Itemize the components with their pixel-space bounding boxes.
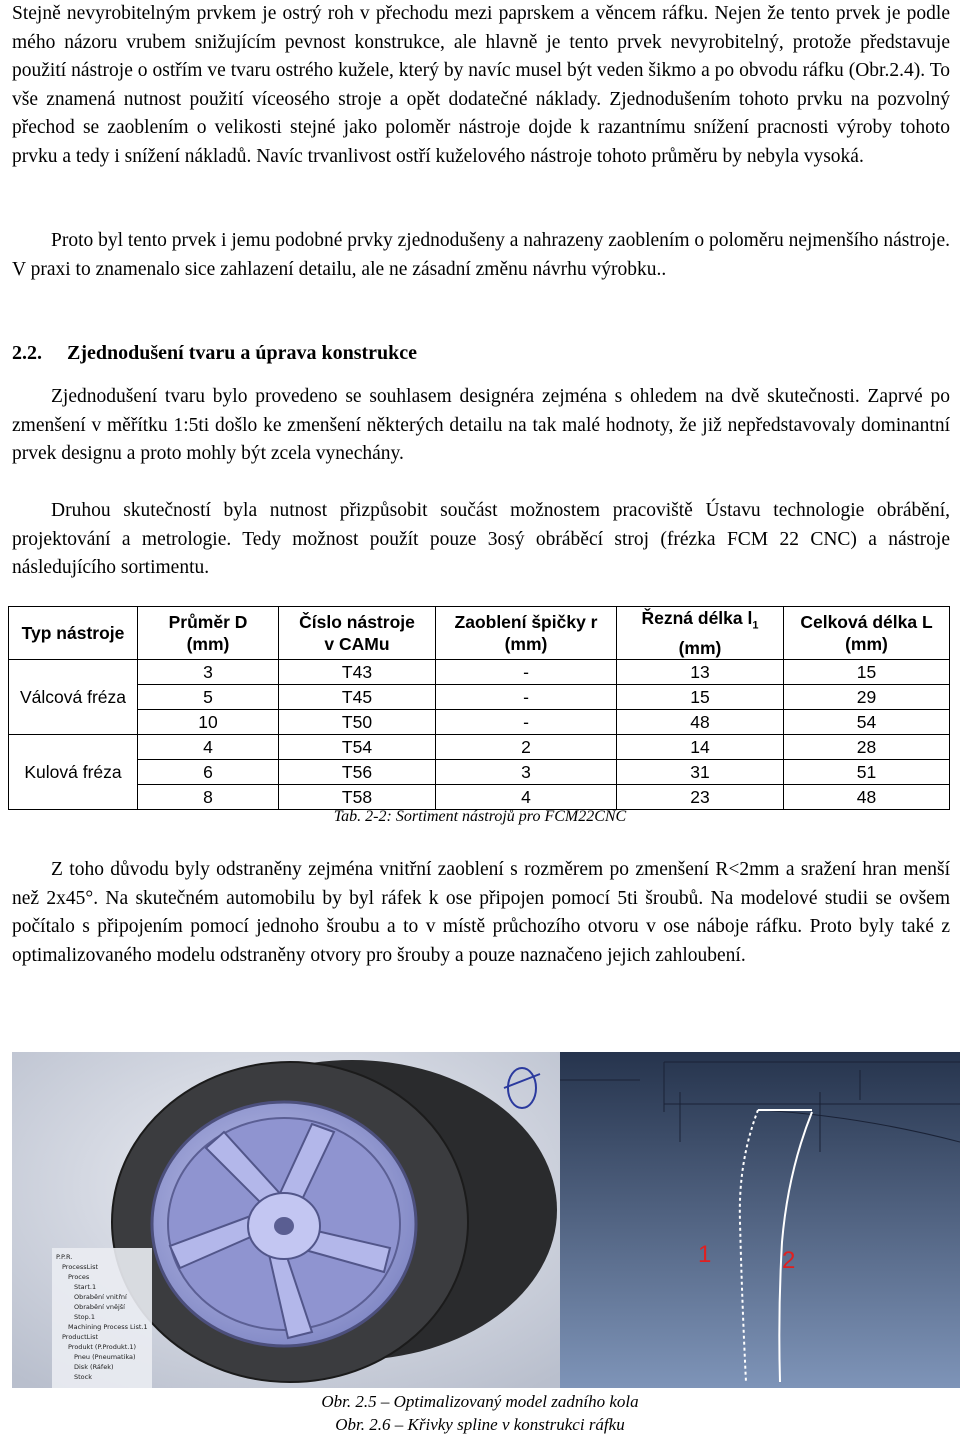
tree-item[interactable]: Stock xyxy=(74,1373,92,1381)
cell-cut-length: 48 xyxy=(617,710,784,735)
cell-tool-id: T54 xyxy=(279,735,436,760)
section-title: Zjednodušení tvaru a úprava konstrukce xyxy=(67,342,418,364)
figure-caption-spline: Obr. 2.6 – Křivky spline v konstrukci ráfku xyxy=(335,1415,625,1434)
header-tip-radius: Zaoblení špičky r (mm) xyxy=(436,607,617,660)
figure-caption-wheel: Obr. 2.5 – Optimalizovaný model zadního kola xyxy=(321,1392,639,1411)
header-tool-number: Číslo nástroje v CAMu xyxy=(279,607,436,660)
cell-cut-length: 31 xyxy=(617,760,784,785)
cell-radius: 4 xyxy=(436,785,617,810)
tool-table xyxy=(8,606,950,810)
paragraph-shape-simplification: Zjednodušení tvaru bylo provedeno se souhlasem designéra zejména s ohledem na dvě skutečnosti. Zaprvé po zmenšení v měřítku 1:5ti došlo ke zmenšení některých detailu na tak malé hodnoty, že již nepředstavovaly dominantní prvek designu a proto mohly být zcela vynechány. xyxy=(12,386,950,465)
cell-total-length: 51 xyxy=(784,760,950,785)
cell-radius: - xyxy=(436,660,617,685)
spline-sketch-image xyxy=(560,1052,960,1388)
cell-total-length: 29 xyxy=(784,685,950,710)
spline-sketch-svg xyxy=(560,1052,960,1388)
tree-item[interactable]: Pneu (Pneumatika) xyxy=(74,1353,136,1361)
tree-item[interactable]: Obrabění vnější xyxy=(74,1303,125,1311)
table-header-row xyxy=(9,607,950,660)
tree-item[interactable]: Disk (Ráfek) xyxy=(74,1363,114,1371)
cell-total-length: 28 xyxy=(784,735,950,760)
cell-tool-id: T43 xyxy=(279,660,436,685)
section-number: 2.2. xyxy=(12,342,42,364)
cell-diameter: 4 xyxy=(138,735,279,760)
cell-diameter: 10 xyxy=(138,710,279,735)
cell-diameter: 8 xyxy=(138,785,279,810)
cell-cut-length: 14 xyxy=(617,735,784,760)
section-heading xyxy=(12,342,417,365)
cell-radius: - xyxy=(436,710,617,735)
cell-cut-length: 13 xyxy=(617,660,784,685)
spline-label-2: 2 xyxy=(782,1247,796,1274)
paragraph-removed-details: Z toho důvodu byly odstraněny zejména vnitřní zaoblení s rozměrem po zmenšení R<2mm a sražení hran menší než 2x45°. Na skutečném automobilu by byl ráfek k ose připojen pomocí 5ti šroubů. Na modelové studii se ovšem počítalo s připojením pomocí jednoho šroubu a to v místě průchozího otvoru v ose náboje ráfku. Proto byly také z optimalizovaného modelu odstraněny otvory pro šrouby a pouze naznačeno jejich zahloubení. xyxy=(12,859,950,966)
paragraph-sharp-corner: Stejně nevyrobitelným prvkem je ostrý roh v přechodu mezi paprskem a věncem ráfku. Nejen že tento prvek je podle mého názoru vrubem snižujícím pevnost konstrukce, ale hlavně je tento prvek nevyrobitelný, protože představuje použití nástroje o ostřím ve tvaru ostrého kužele, který by navíc musel být veden šikmo a po obvodu ráfku (Obr.2.4). To vše znamená nutnost použití víceosého stroje a opět dodatečné náklady. Zjednodušením tohoto prvku na pozvolný přechod se zaoblením o velikosti stejné jako poloměr nástroje dojde k razantnímu snížení pracnosti výroby tohoto prvku a tedy i snížení nákladů. Navíc trvanlivost ostří kuželového nástroje tohoto průměru by nebyla vysoká. xyxy=(12,3,950,167)
cell-total-length: 15 xyxy=(784,660,950,685)
tree-item[interactable]: ProductList xyxy=(62,1333,99,1341)
tool-type-cell: Kulová fréza xyxy=(9,735,138,810)
cell-total-length: 48 xyxy=(784,785,950,810)
header-diameter: Průměr D (mm) xyxy=(138,607,279,660)
table-caption: Tab. 2-2: Sortiment nástrojů pro FCM22CNC xyxy=(333,808,627,825)
table-row xyxy=(9,710,950,735)
tree-item[interactable]: Start.1 xyxy=(74,1283,97,1291)
table-row xyxy=(9,760,950,785)
cell-tool-id: T56 xyxy=(279,760,436,785)
table-row xyxy=(9,660,950,685)
tree-item[interactable]: Obrabění vnitřní xyxy=(74,1293,127,1301)
cell-cut-length: 23 xyxy=(617,785,784,810)
tool-type-cell: Válcová fréza xyxy=(9,660,138,735)
tree-item[interactable]: Stop.1 xyxy=(74,1313,95,1321)
table-row xyxy=(9,735,950,760)
paragraph-workshop: Druhou skutečností byla nutnost přizpůsobit součást možnostem pracoviště Ústavu technologie obrábění, projektování a metrologie. Tedy možnost použít pouze 3osý obráběcí stroj (frézka FCM 22 CNC) a nástroje následujícího sortimentu. xyxy=(12,500,950,579)
tree-item[interactable]: ProcessList xyxy=(62,1263,99,1271)
cell-radius: 3 xyxy=(436,760,617,785)
tree-item[interactable]: Proces xyxy=(68,1273,90,1281)
cell-cut-length: 15 xyxy=(617,685,784,710)
wheel-model-image xyxy=(12,1052,560,1388)
table-row xyxy=(9,785,950,810)
table-row xyxy=(9,685,950,710)
cell-diameter: 3 xyxy=(138,660,279,685)
tree-item[interactable]: Machining Process List.1 xyxy=(68,1323,148,1331)
tree-item[interactable]: P.P.R. xyxy=(56,1253,73,1261)
cell-tool-id: T50 xyxy=(279,710,436,735)
header-type: Typ nástroje xyxy=(9,607,138,660)
cell-total-length: 54 xyxy=(784,710,950,735)
spline-label-1: 1 xyxy=(698,1241,712,1268)
tree-item[interactable]: Produkt (P.Produkt.1) xyxy=(68,1343,137,1351)
cell-radius: 2 xyxy=(436,735,617,760)
paragraph-simplification: Proto byl tento prvek i jemu podobné prvky zjednodušeny a nahrazeny zaoblením o poloměru nejmenšího nástroje. V praxi to znamenalo sice zahlazení detailu, ale ne zásadní změnu návrhu výrobku.. xyxy=(12,230,950,280)
spec-tree xyxy=(56,1252,152,1382)
header-cutting-length: Řezná délka $l_1$ (mm) xyxy=(617,607,784,660)
cell-diameter: 5 xyxy=(138,685,279,710)
cell-tool-id: T58 xyxy=(279,785,436,810)
cell-radius: - xyxy=(436,685,617,710)
cell-tool-id: T45 xyxy=(279,685,436,710)
cell-diameter: 6 xyxy=(138,760,279,785)
header-total-length: Celková délka L (mm) xyxy=(784,607,950,660)
